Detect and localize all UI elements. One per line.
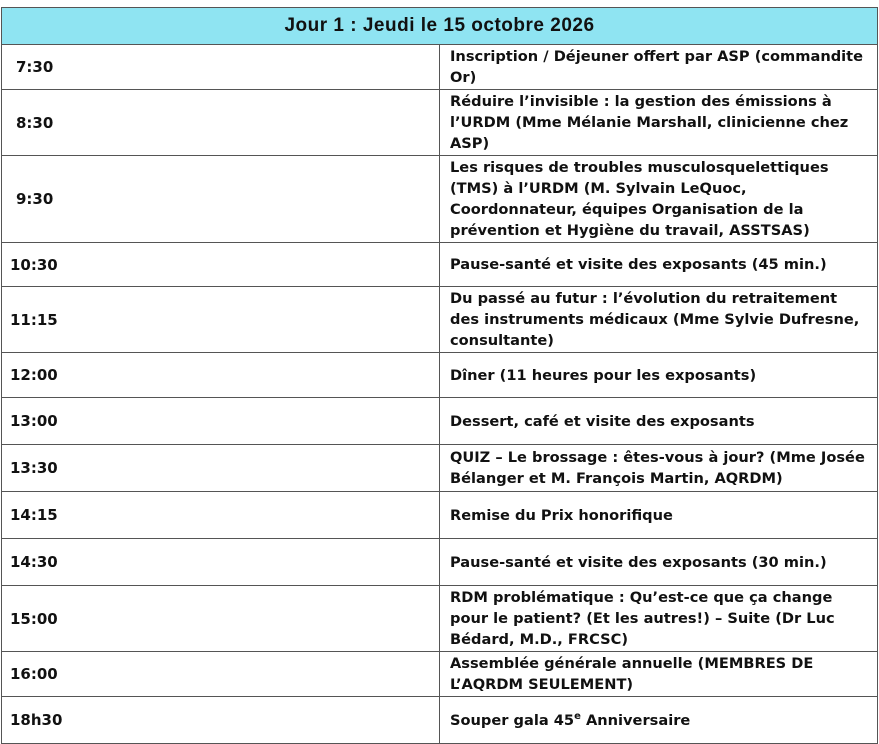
time-cell: 14:30: [2, 539, 440, 586]
activity-cell: Pause-santé et visite des exposants (45 min.): [440, 243, 878, 287]
time-cell: 12:00: [2, 353, 440, 398]
activity-cell: Dessert, café et visite des exposants: [440, 398, 878, 445]
time-cell: 15:00: [2, 586, 440, 652]
activity-cell: Du passé au futur : l’évolution du retraitement des instruments médicaux (Mme Sylvie Dufresne, consultante): [440, 287, 878, 353]
activity-cell: Remise du Prix honorifique: [440, 492, 878, 539]
table-row: [2, 697, 878, 744]
time-cell: 7:30: [2, 45, 440, 90]
activity-cell: Pause-santé et visite des exposants (30 min.): [440, 539, 878, 586]
table-row: [2, 652, 878, 697]
time-cell: 13:30: [2, 445, 440, 492]
table-row: [2, 156, 878, 243]
time-cell: 18h30: [2, 697, 440, 744]
table-row: [2, 243, 878, 287]
time-cell: 13:00: [2, 398, 440, 445]
table-row: [2, 90, 878, 156]
schedule-table: [1, 7, 878, 744]
ordinal-superscript: e: [574, 710, 581, 722]
table-row: [2, 45, 878, 90]
activity-cell: Inscription / Déjeuner offert par ASP (commandite Or): [440, 45, 878, 90]
time-cell: 16:00: [2, 652, 440, 697]
table-row: [2, 445, 878, 492]
time-cell: 8:30: [2, 90, 440, 156]
time-cell: 10:30: [2, 243, 440, 287]
activity-cell: Réduire l’invisible : la gestion des émissions à l’URDM (Mme Mélanie Marshall, clinicienne chez ASP): [440, 90, 878, 156]
day-title: Jour 1 : Jeudi le 15 octobre 2026: [2, 8, 878, 45]
table-row: [2, 492, 878, 539]
activity-cell: Dîner (11 heures pour les exposants): [440, 353, 878, 398]
table-row: [2, 539, 878, 586]
schedule-header-row: [2, 8, 878, 45]
activity-cell: RDM problématique : Qu’est-ce que ça change pour le patient? (Et les autres!) – Suite (Dr Luc Bédard, M.D., FRCSC): [440, 586, 878, 652]
activity-text: Anniversaire: [580, 711, 691, 729]
table-row: [2, 586, 878, 652]
time-cell: 14:15: [2, 492, 440, 539]
activity-cell: Les risques de troubles musculosquelettiques (TMS) à l’URDM (M. Sylvain LeQuoc, Coordonnateur, équipes Organisation de la prévention et Hygiène du travail, ASSTSAS): [440, 156, 878, 243]
activity-cell: Assemblée générale annuelle (MEMBRES DE L’AQRDM SEULEMENT): [440, 652, 878, 697]
table-row: [2, 398, 878, 445]
time-cell: 11:15: [2, 287, 440, 353]
activity-cell: [440, 697, 878, 744]
table-row: [2, 287, 878, 353]
time-cell: 9:30: [2, 156, 440, 243]
activity-text: Souper gala 45: [450, 711, 575, 729]
activity-cell: QUIZ – Le brossage : êtes-vous à jour? (Mme Josée Bélanger et M. François Martin, AQRDM): [440, 445, 878, 492]
table-row: [2, 353, 878, 398]
